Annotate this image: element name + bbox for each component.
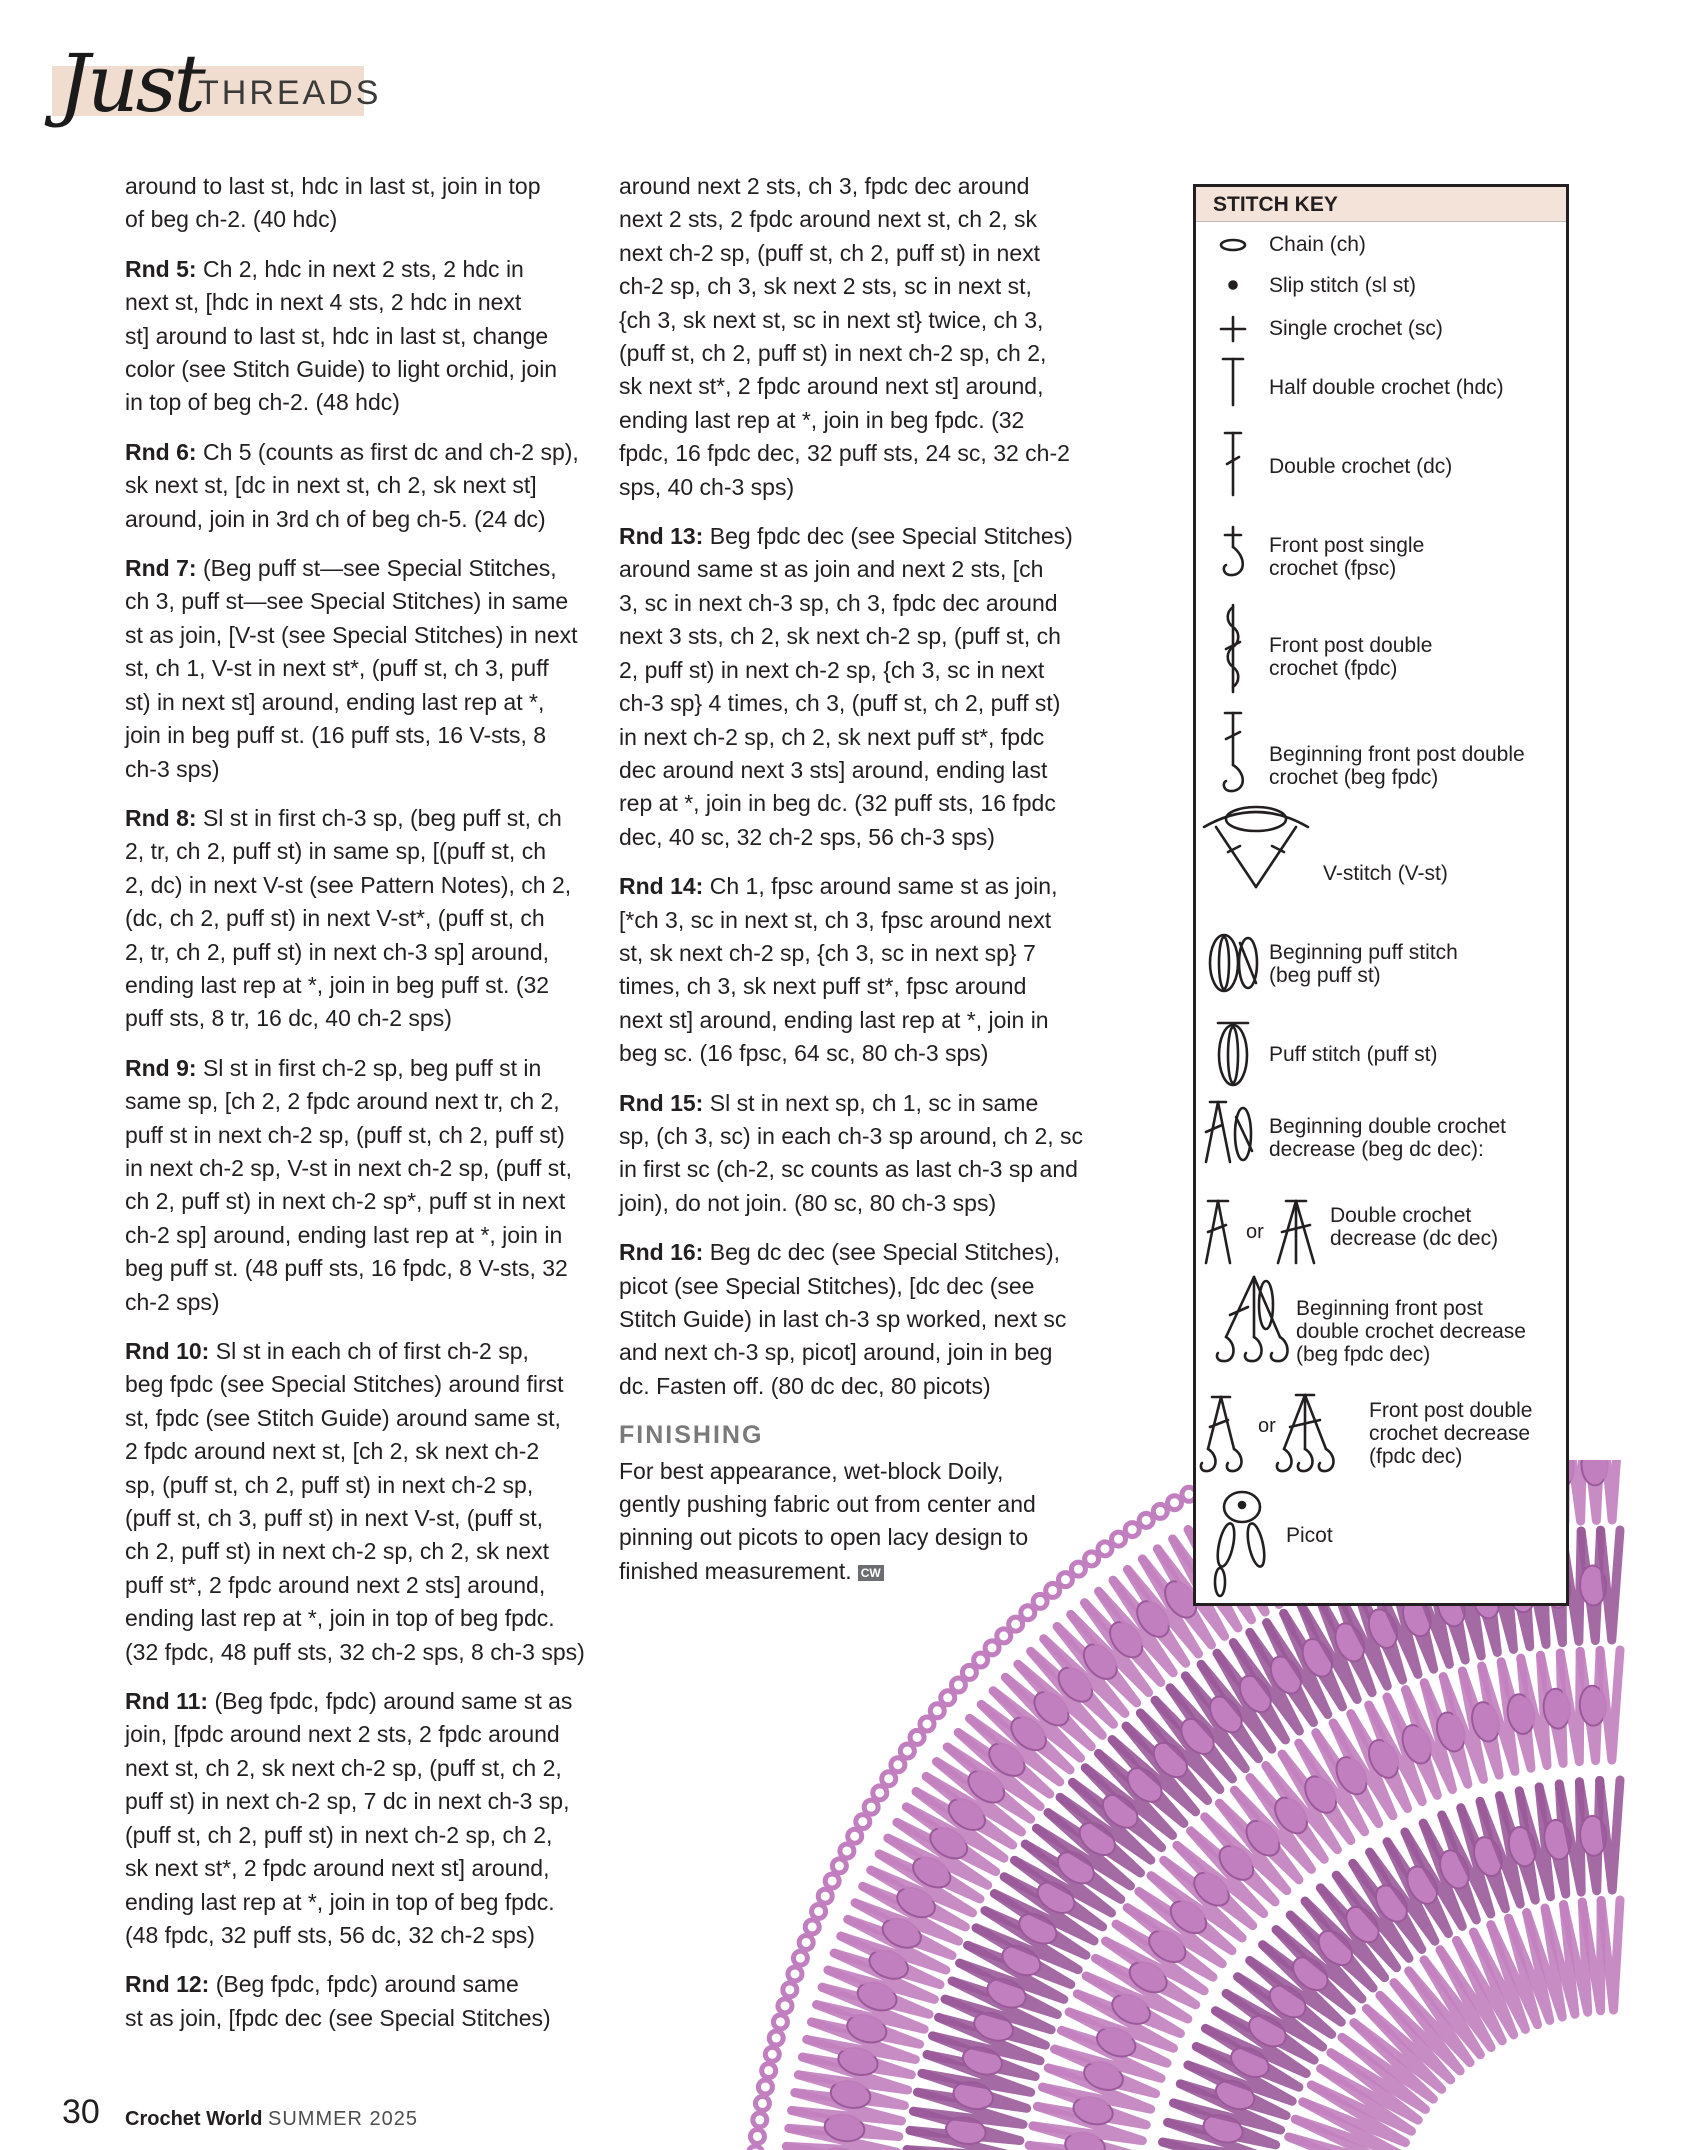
round-text: around to last st, hdc in last st, join in top of beg ch-2. (40 hdc) [125, 173, 541, 233]
fpdc-icon [1226, 605, 1240, 692]
round-label: Rnd 10: [125, 1338, 210, 1364]
round-text: Sl st in next sp, ch 1, sc in same sp, (ch 3, sc) in each ch-3 sp around, ch 2, sc in first sc (ch-2, sc counts as last ch-3 sp and join), do not join. (80 sc, 80 ch-3 sps) [619, 1089, 1084, 1216]
key-or-label: or [1246, 1221, 1264, 1243]
key-label-dc: Double crochet (dc) [1269, 455, 1453, 478]
fpdc-dec-icon-a [1201, 1397, 1242, 1471]
section-header [52, 37, 472, 156]
pattern-column-1 [125, 170, 595, 2051]
round-label: Rnd 8: [125, 804, 197, 831]
pattern-round [125, 552, 595, 786]
round-label: Rnd 11: [125, 1688, 209, 1715]
key-label-slip-stitch: Slip stitch (sl st) [1269, 274, 1417, 297]
round-label: Rnd 6: [125, 438, 197, 465]
round-text: Sl st in first ch-3 sp, (beg puff st, ch 2, tr, ch 2, puff st) in same sp, [(puff st, ch 2, dc) in next V-st (see Pattern Notes), ch 2, (dc, ch 2, puff st) in next V-st*, (puff st, ch 2, tr, ch 2, puff st) in next ch-3 sp] around, ending last rep at *, join in beg puff st. (32 puff sts, 8 tr, 16 dc, 40 ch-2 sps) [125, 804, 572, 1032]
key-label-puff: Puff stitch (puff st) [1269, 1043, 1438, 1066]
beg-dc-dec-icon [1206, 1102, 1252, 1162]
key-label-beg-dc-dec: Beginning double crochet decrease (beg dc dec): [1269, 1115, 1507, 1161]
pattern-round [125, 1968, 595, 2035]
round-text: Sl st in each ch of first ch-2 sp, beg fpdc (see Special Stitches) around first st, fpdc (see Stitch Guide) around same st, 2 fpdc around next st, [ch 2, sk next ch-2 sp, (puff st, ch 2, puff st) in next ch-2 sp, (puff st, ch 3, puff st) in next V-st, (puff st, ch 2, puff st) in next ch-2 sp, ch 2, sk next puff st*, 2 fpdc around next 2 sts] around, ending last rep at *, join in top of beg fpdc. (32 fpdc, 48 puff sts, 32 ch-2 sps, 8 ch-3 sps) [125, 1338, 585, 1665]
pattern-round [619, 1087, 1087, 1221]
round-label: Rnd 15: [619, 1089, 704, 1116]
key-label-hdc: Half double crochet (hdc) [1269, 376, 1504, 399]
header-section-name: THREADS [198, 74, 382, 112]
pattern-round [125, 170, 595, 237]
dc-icon [1225, 433, 1241, 495]
single-crochet-icon [1221, 317, 1245, 341]
pattern-round [125, 253, 595, 420]
round-text: around next 2 sts, ch 3, fpdc dec around next 2 sts, 2 fpdc around next st, ch 2, sk next ch-2 sp, (puff st, ch 2, puff st) in next ch-2 sp, ch 3, sk next 2 sts, sc in next st, {ch 3, sk next st, sc in next st} twice, ch 3, (puff st, ch 2, puff st) in next ch-2 sp, ch 2, sk next st*, 2 fpdc around next st] around, ending last rep at *, join in beg fpdc. (32 fpdc, 16 fpdc dec, 32 puff sts, 24 sc, 32 ch-2 sps, 40 ch-3 sps) [619, 173, 1070, 500]
hdc-icon [1223, 359, 1243, 405]
fpdc-dec-icon-b [1277, 1395, 1334, 1471]
round-text: Ch 2, hdc in next 2 sts, 2 hdc in next st, [hdc in next 4 sts, 2 hdc in next st] around to last st, hdc in last st, change color (see Stitch Guide) to light orchid, join in top of beg ch-2. (48 hdc) [125, 255, 558, 416]
round-label: Rnd 7: [125, 555, 197, 582]
pattern-column-2 [619, 170, 1087, 1604]
pattern-round [125, 1335, 595, 1669]
dc-dec-icon-a [1206, 1201, 1230, 1263]
key-label-dc-dec: Double crochet decrease (dc dec) [1330, 1204, 1499, 1250]
round-text: Sl st in first ch-2 sp, beg puff st in same sp, [ch 2, 2 fpdc around next tr, ch 2, puff st in next ch-2 sp, (puff st, ch 2, puff st) in next ch-2 sp, V-st in next ch-2 sp, (puff st, ch 2, puff st) in next ch-2 sp*, puff st in next ch-2 sp] around, ending last rep at *, join in beg puff st. (48 puff sts, 16 fpdc, 8 V-sts, 32 ch-2 sps) [125, 1054, 573, 1315]
pattern-round [125, 1052, 595, 1319]
stitch-key [1193, 184, 1569, 1606]
key-label-picot: Picot [1286, 1524, 1333, 1547]
key-label-beg-fpdc: Beginning front post double crochet (beg fpdc) [1269, 743, 1525, 789]
issue-date: SUMMER 2025 [268, 2108, 418, 2130]
beg-fpdc-dec-icon [1217, 1277, 1288, 1361]
fpsc-icon [1224, 527, 1243, 575]
key-label-fpsc: Front post single crochet (fpsc) [1269, 534, 1425, 580]
key-label-beg-fpdc-dec: Beginning front post double crochet decrease (beg fpdc dec) [1296, 1297, 1526, 1366]
page-number: 30 [62, 2093, 100, 2131]
round-label: Rnd 9: [125, 1054, 197, 1081]
key-label-v-stitch: V-stitch (V-st) [1323, 862, 1448, 885]
pattern-round [619, 520, 1087, 854]
stitch-symbols [1196, 187, 1566, 1603]
pattern-round [125, 802, 595, 1036]
finishing-text: For best appearance, wet-block Doily, gently pushing fabric out from center and pinning out picots to open lacy design to finished measurement. [619, 1457, 1036, 1584]
key-label-single-crochet: Single crochet (sc) [1269, 317, 1443, 340]
stitch-key-title: STITCH KEY [1196, 187, 1566, 222]
slip-stitch-icon [1230, 282, 1237, 289]
round-label: Rnd 16: [619, 1239, 704, 1266]
chain-icon [1221, 240, 1245, 250]
pattern-round [125, 436, 595, 536]
picot-icon [1215, 1492, 1268, 1596]
key-label-chain: Chain (ch) [1269, 233, 1366, 256]
round-text: (Beg fpdc, fpdc) around same st as join, [fpdc around next 2 sts, 2 fpdc around next st, ch 2, sk next ch-2 sp, (puff st, ch 2, puff st) in next ch-2 sp, 7 dc in next ch-3 sp, (puff st, ch 2, puff st) in next ch-2 sp, ch 2, sk next st*, 2 fpdc around next st] around, ending last rep at *, join in top of beg fpdc. (48 fpdc, 32 puff sts, 56 dc, 32 ch-2 sps) [125, 1688, 573, 1948]
round-text: Beg dc dec (see Special Stitches), picot (see Special Stitches), [dc dec (see Stitch Guide) in last ch-3 sp worked, next sc and next ch-3 sp, picot] around, join in beg dc. Fasten off. (80 dc dec, 80 picots) [619, 1239, 1067, 1399]
round-text: Ch 1, fpsc around same st as join, [*ch 3, sc in next st, ch 3, fpsc around next st, sk next ch-2 sp, {ch 3, sc in next sp} 7 times, ch 3, sk next puff st*, fpsc around next st] around, ending last rep at *, join in beg sc. (16 fpsc, 64 sc, 80 ch-3 sps) [619, 873, 1058, 1067]
round-text: (Beg puff st—see Special Stitches, ch 3, puff st—see Special Stitches) in same st as join, [V-st (see Special Stitches) in next st, ch 1, V-st in next st*, (puff st, ch 3, puff st) in next st] around, ending last rep at *, join in beg puff st. (16 puff sts, 16 V-sts, 8 ch-3 sps) [125, 555, 578, 782]
dc-dec-icon-b [1278, 1201, 1314, 1263]
key-label-beg-puff: Beginning puff stitch (beg puff st) [1269, 941, 1458, 987]
pattern-round [619, 870, 1087, 1070]
round-text: Ch 5 (counts as first dc and ch-2 sp), sk next st, [dc in next st, ch 2, sk next st] around, join in 3rd ch of beg ch-5. (24 dc) [125, 438, 579, 532]
round-label: Rnd 14: [619, 873, 704, 900]
round-label: Rnd 12: [125, 1971, 210, 1998]
pattern-round [619, 170, 1087, 504]
pattern-round [619, 1236, 1087, 1403]
round-label: Rnd 13: [619, 523, 704, 550]
puff-stitch-icon [1218, 1023, 1248, 1085]
finishing-heading: FINISHING [619, 1421, 764, 1450]
key-or-label: or [1258, 1415, 1276, 1437]
beg-puff-stitch-icon [1210, 935, 1257, 991]
header-script: Just [58, 37, 203, 130]
pattern-round [125, 1685, 595, 1952]
beg-fpdc-icon [1224, 713, 1243, 791]
round-text: Beg fpdc dec (see Special Stitches) around same st as join and next 2 sts, [ch 3, sc in next ch-3 sp, ch 3, fpdc dec around next 3 sts, ch 2, sk next ch-2 sp, (puff st, ch 2, puff st) in next ch-2 sp, {ch 3, sc in next ch-3 sp} 4 times, ch 3, (puff st, ch 2, puff st) in next ch-2 sp, ch 2, sk next puff st*, fpdc dec around next 3 sts] around, ending last rep at *, join in beg dc. (32 puff sts, 16 fpdc dec, 40 sc, 32 ch-2 sps, 56 ch-3 sps) [619, 523, 1073, 850]
v-stitch-icon [1204, 807, 1308, 887]
round-label: Rnd 5: [125, 255, 197, 282]
key-label-fpdc: Front post double crochet (fpdc) [1269, 634, 1433, 680]
magazine-name: Crochet World [125, 2108, 263, 2130]
round-text: (Beg fpdc, fpdc) around same st as join, [fpdc dec (see Special Stitches) [125, 1971, 551, 2031]
cw-end-badge: CW [858, 1565, 884, 1581]
key-label-fpdc-dec: Front post double crochet decrease (fpdc dec) [1369, 1399, 1533, 1468]
